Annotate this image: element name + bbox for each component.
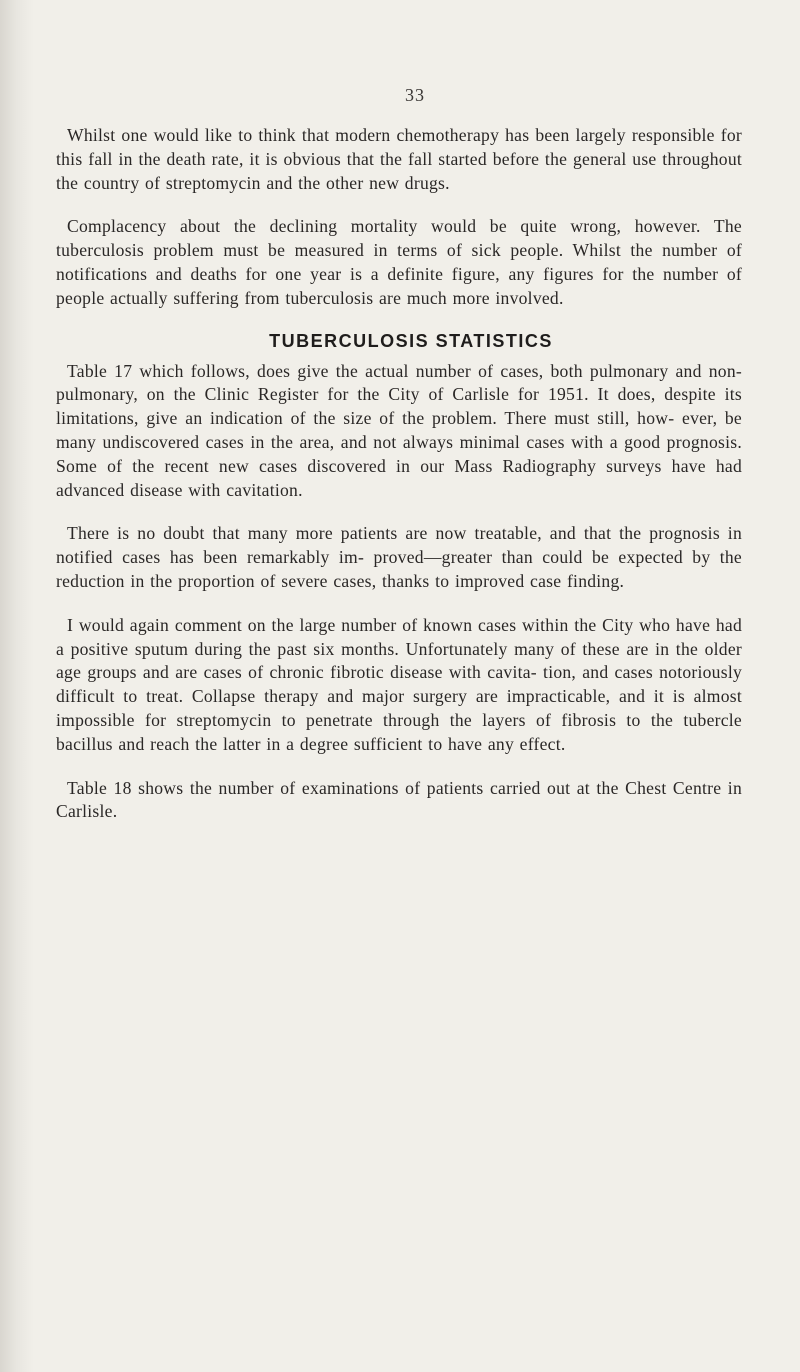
document-body xyxy=(56,124,742,844)
paragraph-table-18: Table 18 shows the number of examinations of patients carried out at the Chest Centre in Carlisle. xyxy=(56,777,742,822)
page-edge-shadow xyxy=(0,0,34,1372)
paragraph-table-17: Table 17 which follows, does give the actual number of cases, both pulmonary and non-pulmonary, on the Clinic Register for the City of Carlisle for 1951. It does, despite its limitations, give an indication of the size of the problem. There must still, how- ever, be many undiscovered cases in the area, and not always minimal cases with a good prognosis. Some of the recent new cases discovered in our Mass Radiography surveys have had advanced disease with cavitation. xyxy=(56,360,742,500)
paragraph-chemotherapy: Whilst one would like to think that modern chemotherapy has been largely responsible for this fall in the death rate, it is obvious that the fall started before the general use throughout the country of streptomycin and the other new drugs. xyxy=(56,125,742,193)
paragraph-positive-sputum: I would again comment on the large number of known cases within the City who have had a positive sputum during the past six months. Unfortunately many of these are in the older age groups and are cases of chronic fibrotic disease with cavita- tion, and cases notoriously difficult to treat. Collapse therapy and major surgery are impracticable, and it is almost impossible for streptomycin to penetrate through the layers of fibrosis to the tubercle bacillus and reach the latter in a degree sufficient to have any effect. xyxy=(56,614,742,754)
paragraph-complacency: Complacency about the declining mortality would be quite wrong, however. The tuberculosis problem must be measured in terms of sick people. Whilst the number of notifications and deaths for one year is a definite figure, any figures for the number of people actually suffering from tuberculosis are much more involved. xyxy=(56,216,742,308)
section-heading: TUBERCULOSIS STATISTICS xyxy=(269,330,553,351)
page-number: 33 xyxy=(405,85,425,105)
paragraph-prognosis: There is no doubt that many more patients are now treatable, and that the prognosis in notified cases has been remarkably im- proved—greater than could be expected by the reduction in the proportion of severe cases, thanks to improved case finding. xyxy=(56,523,742,591)
